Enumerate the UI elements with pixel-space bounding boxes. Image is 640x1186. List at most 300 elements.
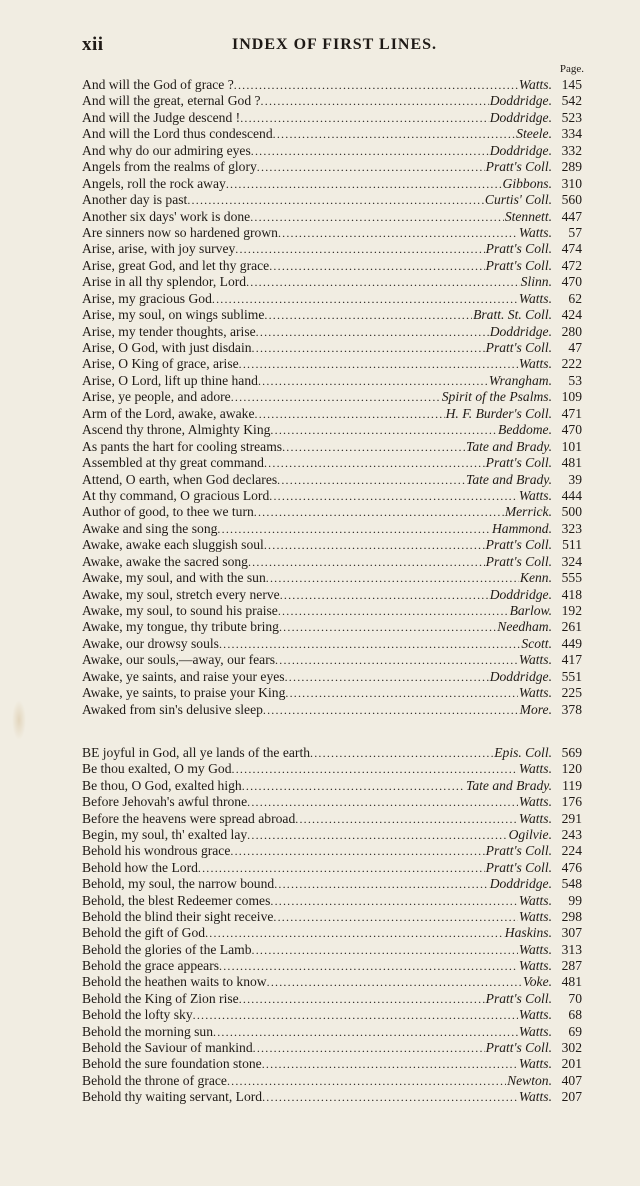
first-line-text: Arise, ye people, and adore [82, 389, 231, 405]
author-name: Watts. [518, 356, 552, 372]
first-line-text: Behold thy waiting servant, Lord [82, 1089, 263, 1105]
first-line-text: Behold how the Lord [82, 859, 198, 875]
index-entry [82, 406, 582, 422]
hymn-page-number: 471 [561, 405, 582, 421]
author-name: Watts. [518, 652, 552, 668]
dot-leader [254, 504, 504, 520]
index-entry [82, 974, 582, 990]
dot-leader [253, 1040, 485, 1056]
author-name: Beddome. [498, 422, 552, 438]
dot-leader [285, 685, 518, 701]
first-line-text: Behold the gift of God [82, 925, 206, 941]
hymn-page-number: 201 [561, 1056, 582, 1072]
hymn-page-number: 207 [561, 1089, 582, 1105]
author-name: Kenn. [519, 570, 552, 586]
hymn-page-number: 407 [561, 1072, 582, 1088]
hymn-page-number: 511 [562, 537, 582, 553]
index-entry [82, 521, 582, 537]
hymn-page-number: 500 [561, 504, 582, 520]
hymn-page-number: 310 [561, 175, 582, 191]
first-line-text: At thy command, O gracious Lord [82, 487, 270, 503]
dot-leader [285, 669, 489, 685]
index-entry [82, 1007, 582, 1023]
index-entry [82, 860, 582, 876]
dot-leader [250, 209, 504, 225]
author-name: Watts. [518, 1089, 552, 1105]
dot-leader [212, 291, 518, 307]
first-line-text: And will the God of grace ? [82, 77, 234, 92]
dot-leader [193, 1007, 518, 1023]
author-name: Pratt's Coll. [485, 257, 552, 273]
first-line-text: Arise, O God, with just disdain [82, 340, 252, 355]
hymn-page-number: 424 [561, 307, 582, 323]
dot-leader [267, 974, 522, 990]
first-line-text: Be thou exalted, O my God [82, 761, 232, 777]
index-entry [82, 176, 582, 192]
hymn-page-number: 57 [568, 224, 582, 240]
index-entry [82, 1073, 582, 1089]
author-name: Watts. [518, 941, 552, 957]
index-entry [82, 570, 582, 586]
dot-leader [251, 143, 489, 159]
dot-leader [232, 761, 518, 777]
index-entry [82, 291, 582, 307]
index-entry [82, 439, 582, 455]
first-line-text: Awake, our drowsy souls [82, 635, 219, 651]
index-entry [82, 126, 582, 142]
first-line-text: Arise, great God, and let thy grace [82, 257, 270, 273]
author-name: Watts. [518, 810, 552, 826]
dot-leader [247, 794, 518, 810]
first-line-text: And will the great, eternal God ? [82, 93, 261, 109]
dot-leader [295, 811, 518, 827]
hymn-page-number: 474 [561, 241, 582, 257]
hymn-page-number: 101 [561, 438, 582, 454]
dot-leader [261, 93, 489, 109]
author-name: Watts. [518, 290, 552, 306]
author-name: Watts. [518, 892, 552, 908]
index-entry [82, 636, 582, 652]
dot-leader [252, 340, 485, 356]
hymn-page-number: 70 [568, 990, 582, 1006]
dot-leader [213, 1024, 518, 1040]
page-column-label: Page. [559, 63, 584, 75]
first-line-text: Behold, my soul, the narrow bound [82, 876, 275, 892]
index-entry [82, 455, 582, 471]
index-entry [82, 389, 582, 405]
first-line-text: And will the Lord thus condescend [82, 126, 273, 142]
dot-leader [277, 472, 465, 488]
first-line-text: Awake, awake each sluggish soul [82, 537, 264, 553]
dot-leader [239, 991, 485, 1007]
dot-leader [217, 521, 491, 537]
dot-leader [239, 356, 518, 372]
author-name: Watts. [518, 908, 552, 924]
first-line-text: Before the heavens were spread abroad [82, 810, 296, 826]
author-name: Pratt's Coll. [485, 553, 552, 569]
hymn-page-number: 323 [561, 520, 582, 536]
author-name: Watts. [518, 1056, 552, 1072]
hymn-page-number: 243 [561, 826, 582, 842]
first-line-text: Behold the King of Zion rise [82, 990, 239, 1006]
dot-leader [234, 77, 518, 93]
hymn-page-number: 324 [561, 553, 582, 569]
author-name: Slinn. [520, 274, 552, 290]
author-name: Tate and Brady. [466, 438, 552, 454]
hymn-page-number: 417 [561, 652, 582, 668]
first-line-text: And why do our admiring eyes [82, 142, 251, 158]
hymn-page-number: 119 [562, 777, 582, 793]
first-line-text: Are sinners now so hardened grown [82, 224, 278, 240]
hymn-page-number: 291 [561, 810, 582, 826]
author-name: Pratt's Coll. [485, 159, 552, 175]
dot-leader [273, 909, 517, 925]
index-entry [82, 745, 582, 761]
first-line-text: Angels, roll the rock away [82, 175, 226, 191]
author-name: Bratt. St. Coll. [473, 307, 552, 323]
dot-leader [269, 258, 484, 274]
index-entry [82, 241, 582, 257]
author-name: Epis. Coll. [494, 745, 552, 760]
hymn-page-number: 53 [568, 372, 582, 388]
dot-leader [257, 159, 485, 175]
author-name: Steele. [516, 126, 552, 142]
index-entry [82, 1024, 582, 1040]
index-entry [82, 587, 582, 603]
first-line-text: Arm of the Lord, awake, awake [82, 405, 255, 421]
index-entry [82, 1089, 582, 1105]
index-entry [82, 225, 582, 241]
dot-leader [270, 422, 497, 438]
first-line-text: Before Jehovah's awful throne [82, 794, 248, 810]
dot-leader [227, 1073, 506, 1089]
first-line-text: Awake, awake the sacred song [82, 553, 248, 569]
index-entry [82, 1040, 582, 1056]
first-line-text: Arise, my soul, on wings sublime [82, 307, 265, 323]
hymn-page-number: 109 [561, 389, 582, 405]
index-entry [82, 876, 582, 892]
dot-leader [240, 110, 489, 126]
author-name: Tate and Brady. [466, 777, 552, 793]
author-name: Watts. [518, 224, 552, 240]
page-title: INDEX OF FIRST LINES. [232, 36, 438, 53]
dot-leader [258, 373, 488, 389]
dot-leader [262, 1056, 518, 1072]
author-name: Pratt's Coll. [485, 455, 552, 471]
author-name: Needham. [497, 619, 552, 635]
index-entry [82, 909, 582, 925]
index-entry [82, 843, 582, 859]
index-entry [82, 669, 582, 685]
author-name: Barlow. [509, 603, 552, 618]
author-name: Watts. [518, 1023, 552, 1039]
first-line-text: Behold his wondrous grace [82, 843, 231, 859]
index-entry [82, 340, 582, 356]
index-entry [82, 110, 582, 126]
first-line-text: Behold the morning sun [82, 1023, 214, 1039]
hymn-page-number: 176 [561, 794, 582, 810]
index-entry [82, 761, 582, 777]
hymn-page-number: 280 [561, 323, 582, 339]
index-entry [82, 93, 582, 109]
first-line-text: As pants the hart for cooling streams [82, 438, 283, 454]
dot-leader [269, 488, 518, 504]
author-name: Watts. [518, 487, 552, 503]
dot-leader [246, 274, 520, 290]
first-line-text: Behold the glories of the Lamb [82, 941, 252, 957]
index-entry [82, 356, 582, 372]
dot-leader [231, 389, 441, 405]
first-line-text: Arise, my tender thoughts, arise [82, 323, 256, 339]
first-line-text: Behold the blind their sight receive [82, 908, 274, 924]
hymn-page-number: 476 [561, 859, 582, 875]
author-name: Doddridge. [489, 668, 552, 684]
index-entry [82, 811, 582, 827]
index-entry [82, 1056, 582, 1072]
index-entry [82, 422, 582, 438]
index-entry [82, 472, 582, 488]
index-entry [82, 794, 582, 810]
first-line-text: Awake and sing the song [82, 520, 218, 536]
hymn-page-number: 548 [561, 876, 582, 892]
dot-leader [278, 225, 518, 241]
first-line-text: Arise, arise, with joy survey [82, 241, 236, 257]
author-name: Tate and Brady. [466, 471, 552, 487]
index-entry [82, 603, 582, 619]
author-name: Spirit of the Psalms. [441, 389, 552, 405]
hymn-page-number: 47 [568, 340, 582, 355]
hymn-page-number: 447 [561, 208, 582, 224]
dot-leader [248, 554, 485, 570]
hymn-page-number: 555 [561, 570, 582, 586]
dot-leader [226, 176, 502, 192]
hymn-page-number: 449 [561, 635, 582, 651]
author-name: Watts. [518, 761, 552, 777]
hymn-page-number: 472 [561, 257, 582, 273]
dot-leader [252, 942, 518, 958]
dot-leader [264, 537, 485, 553]
dot-leader [256, 324, 489, 340]
first-line-text: Awaked from sin's delusive sleep [82, 701, 263, 717]
author-name: Watts. [518, 77, 552, 92]
hymn-page-number: 378 [561, 701, 582, 717]
hymn-page-number: 68 [568, 1007, 582, 1023]
index-entry [82, 554, 582, 570]
hymn-page-number: 224 [561, 843, 582, 859]
author-name: Doddridge. [489, 93, 552, 109]
dot-leader [274, 876, 489, 892]
first-line-text: Behold the lofty sky [82, 1007, 193, 1023]
author-name: Pratt's Coll. [485, 859, 552, 875]
dot-leader [275, 652, 518, 668]
hymn-page-number: 302 [561, 1040, 582, 1056]
author-name: Stennett. [504, 208, 552, 224]
index-entry [82, 488, 582, 504]
author-name: Pratt's Coll. [485, 537, 552, 553]
first-line-text: Awake, my soul, stretch every nerve [82, 586, 280, 602]
first-line-text: Be thou, O God, exalted high [82, 777, 242, 793]
author-name: More. [519, 701, 552, 717]
dot-leader [270, 893, 518, 909]
hymn-page-number: 69 [568, 1023, 582, 1039]
author-name: Gibbons. [502, 175, 552, 191]
author-name: Doddridge. [489, 876, 552, 892]
hymn-page-number: 560 [561, 192, 582, 208]
hymn-page-number: 470 [561, 422, 582, 438]
author-name: Pratt's Coll. [485, 1040, 552, 1056]
author-name: Doddridge. [489, 323, 552, 339]
author-name: Pratt's Coll. [485, 340, 552, 355]
dot-leader [219, 958, 518, 974]
first-line-text: Ascend thy throne, Almighty King [82, 422, 271, 438]
hymn-page-number: 569 [561, 745, 582, 760]
dot-leader [255, 406, 445, 422]
dot-leader [219, 636, 520, 652]
index-entry [82, 373, 582, 389]
first-line-text: Behold the grace appears [82, 958, 220, 974]
paper-stain [12, 700, 26, 740]
hymn-page-number: 39 [568, 471, 582, 487]
first-line-text: Begin, my soul, th' exalted lay [82, 826, 248, 842]
index-entry [82, 192, 582, 208]
first-line-text: Awake, my soul, to sound his praise [82, 603, 278, 618]
author-name: Curtis' Coll. [484, 192, 552, 208]
page-header [82, 34, 582, 54]
first-line-text: BE joyful in God, all ye lands of the earth [82, 745, 311, 760]
author-name: Voke. [522, 974, 552, 990]
hymn-page-number: 334 [561, 126, 582, 142]
index-entry [82, 925, 582, 941]
index-entry [82, 307, 582, 323]
author-name: Pratt's Coll. [485, 843, 552, 859]
first-line-text: Arise, O King of grace, arise [82, 356, 239, 372]
dot-leader [187, 192, 484, 208]
hymn-page-number: 551 [561, 668, 582, 684]
index-entry [82, 159, 582, 175]
index-entry [82, 652, 582, 668]
first-line-text: Awake, my soul, and with the sun [82, 570, 266, 586]
first-line-text: Arise in all thy splendor, Lord [82, 274, 247, 290]
dot-leader [278, 603, 509, 619]
index-entry [82, 77, 582, 93]
hymn-page-number: 470 [561, 274, 582, 290]
first-line-text: Behold the heathen waits to know [82, 974, 267, 990]
first-line-text: Behold the throne of grace [82, 1072, 227, 1088]
hymn-page-number: 289 [561, 159, 582, 175]
index-entry [82, 504, 582, 520]
index-entry [82, 209, 582, 225]
hymn-page-number: 120 [561, 761, 582, 777]
hymn-page-number: 222 [561, 356, 582, 372]
first-line-text: And will the Judge descend ! [82, 109, 241, 125]
first-line-text: Behold, the blest Redeemer comes [82, 892, 271, 908]
dot-leader [198, 860, 485, 876]
author-name: Wrangham. [488, 372, 552, 388]
first-line-text: Behold the Saviour of mankind [82, 1040, 253, 1056]
dot-leader [280, 587, 489, 603]
index-entry [82, 893, 582, 909]
index-entry [82, 702, 582, 718]
author-name: Doddridge. [489, 586, 552, 602]
hymn-page-number: 444 [561, 487, 582, 503]
author-name: Watts. [518, 794, 552, 810]
author-name: Merrick. [504, 504, 552, 520]
hymn-page-number: 307 [561, 925, 582, 941]
dot-leader [273, 126, 515, 142]
dot-leader [262, 1089, 518, 1105]
dot-leader [264, 455, 485, 471]
hymn-page-number: 225 [561, 685, 582, 701]
dot-leader [263, 702, 519, 718]
dot-leader [235, 241, 484, 257]
first-line-text: Assembled at thy great command [82, 455, 264, 471]
dot-leader [264, 307, 472, 323]
dot-leader [279, 619, 496, 635]
author-name: Watts. [518, 958, 552, 974]
index-entry [82, 778, 582, 794]
index-entry [82, 143, 582, 159]
dot-leader [310, 745, 493, 761]
first-line-text: Awake, my tongue, thy tribute bring [82, 619, 279, 635]
hymn-page-number: 287 [561, 958, 582, 974]
dot-leader [266, 570, 519, 586]
index-entry [82, 685, 582, 701]
hymn-page-number: 145 [561, 77, 582, 92]
hymn-page-number: 332 [561, 142, 582, 158]
author-name: Haskins. [504, 925, 552, 941]
author-name: H. F. Burder's Coll. [445, 405, 552, 421]
hymn-page-number: 62 [568, 290, 582, 306]
hymn-page-number: 542 [561, 93, 582, 109]
hymn-page-number: 523 [561, 109, 582, 125]
first-line-text: Another day is past [82, 192, 188, 208]
hymn-page-number: 99 [568, 892, 582, 908]
hymn-page-number: 481 [561, 974, 582, 990]
author-name: Scott. [521, 635, 552, 651]
index-entry [82, 827, 582, 843]
page-number: xii [82, 34, 104, 55]
author-name: Newton. [507, 1072, 552, 1088]
index-section-a [82, 77, 582, 718]
author-name: Ogilvie. [508, 826, 552, 842]
hymn-page-number: 192 [561, 603, 582, 618]
index-entry [82, 324, 582, 340]
first-line-text: Author of good, to thee we turn [82, 504, 254, 520]
first-line-text: Awake, our souls,—away, our fears [82, 652, 276, 668]
first-line-text: Arise, my gracious God [82, 290, 212, 306]
hymn-page-number: 298 [561, 908, 582, 924]
index-entry [82, 958, 582, 974]
hymn-page-number: 261 [561, 619, 582, 635]
hymn-page-number: 481 [561, 455, 582, 471]
first-line-text: Awake, ye saints, to praise your King [82, 685, 286, 701]
dot-leader [230, 843, 484, 859]
author-name: Watts. [518, 1007, 552, 1023]
first-line-text: Attend, O earth, when God declares [82, 471, 278, 487]
author-name: Doddridge. [489, 142, 552, 158]
index-entry [82, 274, 582, 290]
dot-leader [282, 439, 465, 455]
index-entry [82, 619, 582, 635]
author-name: Pratt's Coll. [485, 990, 552, 1006]
dot-leader [247, 827, 507, 843]
index-entry [82, 537, 582, 553]
author-name: Watts. [518, 685, 552, 701]
author-name: Pratt's Coll. [485, 241, 552, 257]
index-entry [82, 258, 582, 274]
dot-leader [205, 925, 504, 941]
author-name: Doddridge. [489, 109, 552, 125]
